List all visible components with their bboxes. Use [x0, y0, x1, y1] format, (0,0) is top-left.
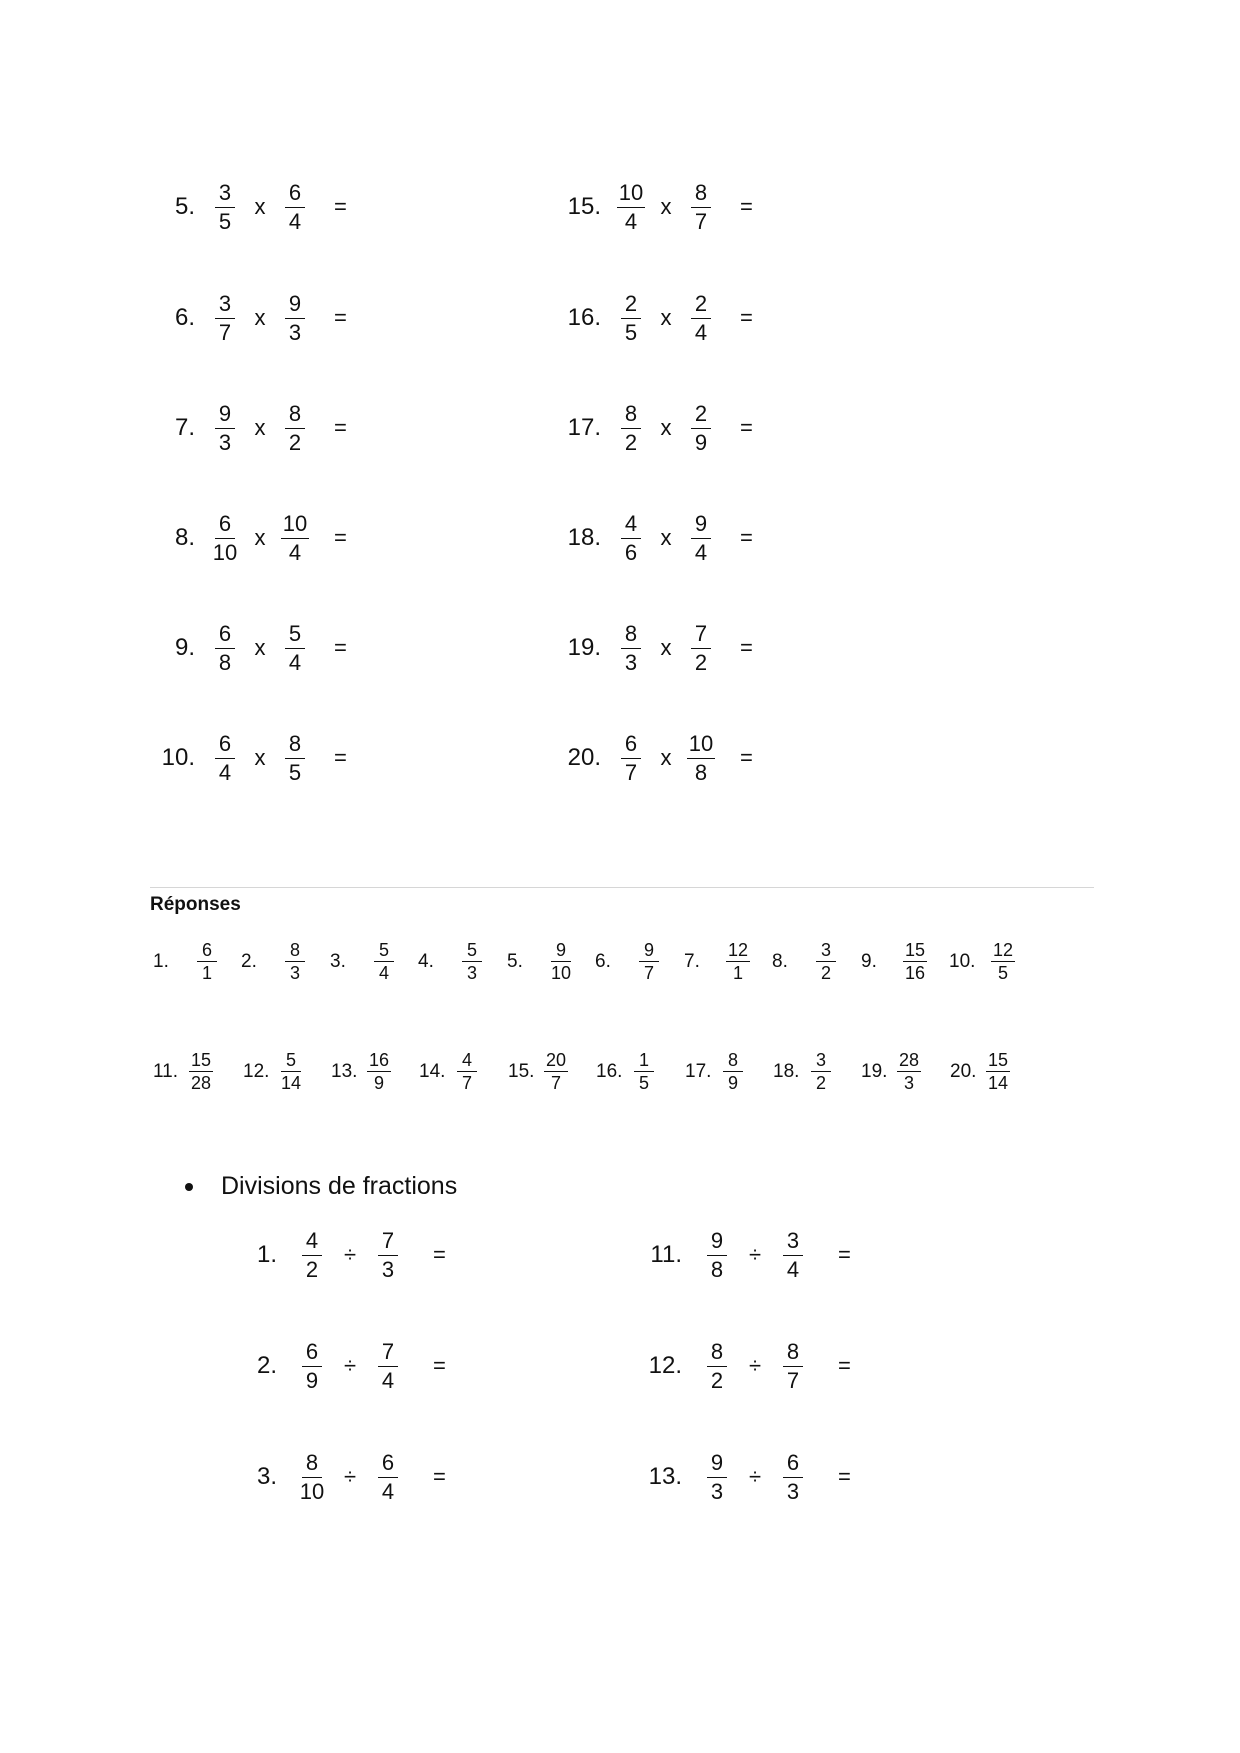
operator: x	[660, 305, 672, 330]
denominator: 10	[550, 963, 572, 983]
problem	[222, 1336, 446, 1396]
denominator: 8	[218, 649, 232, 675]
numerator: 8	[723, 1051, 743, 1072]
fraction	[210, 290, 240, 345]
divider	[150, 887, 1094, 888]
denominator: 5	[624, 319, 638, 345]
numerator: 6	[621, 733, 641, 759]
numerator: 9	[551, 941, 571, 962]
problem-number: 2.	[256, 1352, 277, 1379]
numerator: 10	[281, 513, 309, 539]
answer-item	[243, 1051, 303, 1092]
equals-sign: =	[740, 415, 753, 440]
denominator: 4	[694, 539, 708, 565]
numerator: 3	[816, 941, 836, 962]
fraction	[280, 510, 310, 565]
numerator: 5	[462, 941, 482, 962]
problem-number: 6.	[174, 304, 195, 331]
numerator: 16	[369, 1050, 390, 1070]
numerator: 6	[378, 1452, 398, 1478]
problem	[150, 618, 347, 678]
fraction	[616, 730, 646, 785]
operator: x	[254, 305, 266, 330]
equals-sign: =	[334, 305, 347, 330]
answers-heading: Réponses	[150, 894, 241, 915]
denominator: 2	[820, 963, 831, 983]
answer-number: 15.	[508, 1060, 535, 1082]
operator: ÷	[343, 1464, 357, 1489]
fraction	[210, 179, 240, 234]
answer-number: 11.	[153, 1060, 179, 1082]
numerator: 6	[215, 623, 235, 649]
denominator: 7	[461, 1073, 472, 1093]
numerator: 5	[281, 1051, 301, 1072]
equals-sign: =	[334, 194, 347, 219]
fraction	[297, 1449, 327, 1504]
answer-item	[861, 941, 927, 982]
answer-fraction	[283, 941, 307, 982]
problem-number: 5.	[174, 193, 195, 220]
denominator: 1	[733, 963, 744, 983]
problem-number: 8.	[174, 524, 195, 551]
fraction	[280, 730, 310, 785]
fraction	[702, 1449, 732, 1504]
fraction	[686, 290, 716, 345]
fraction	[616, 400, 646, 455]
numerator: 2	[621, 293, 641, 319]
fraction	[616, 620, 646, 675]
fraction	[373, 1338, 403, 1393]
problem-number: 20.	[567, 744, 601, 771]
numerator: 5	[374, 941, 394, 962]
denominator: 3	[466, 963, 477, 983]
denominator: 4	[624, 208, 638, 234]
denominator: 4	[288, 649, 302, 675]
answer-item	[153, 941, 219, 982]
numerator: 9	[691, 513, 711, 539]
numerator: 4	[621, 513, 641, 539]
fraction	[616, 510, 646, 565]
fraction	[280, 179, 310, 234]
denominator: 2	[815, 1073, 826, 1093]
denominator: 5	[218, 208, 232, 234]
numerator: 8	[285, 733, 305, 759]
numerator: 20	[546, 1050, 567, 1070]
equals-sign: =	[740, 194, 753, 219]
fraction	[280, 400, 310, 455]
answer-fraction	[279, 1051, 303, 1092]
fraction	[373, 1449, 403, 1504]
fraction	[686, 400, 716, 455]
answer-number: 18.	[773, 1060, 800, 1082]
numerator: 7	[378, 1230, 398, 1256]
fraction	[778, 1449, 808, 1504]
numerator: 9	[285, 293, 305, 319]
fraction	[702, 1338, 732, 1393]
denominator: 3	[288, 319, 302, 345]
numerator: 9	[215, 403, 235, 429]
operator: x	[660, 745, 672, 770]
numerator: 9	[639, 941, 659, 962]
numerator: 8	[621, 403, 641, 429]
denominator: 3	[786, 1478, 800, 1504]
fraction	[297, 1227, 327, 1282]
denominator: 4	[694, 319, 708, 345]
numerator: 3	[215, 293, 235, 319]
operator: x	[660, 525, 672, 550]
section-title	[185, 1172, 457, 1201]
numerator: 6	[197, 941, 217, 962]
answer-item	[684, 941, 750, 982]
equals-sign: =	[740, 525, 753, 550]
operator: x	[254, 635, 266, 660]
numerator: 6	[215, 513, 235, 539]
denominator: 14	[988, 1073, 1009, 1093]
numerator: 15	[988, 1050, 1009, 1070]
denominator: 4	[288, 539, 302, 565]
numerator: 8	[285, 403, 305, 429]
answer-item	[949, 941, 1015, 982]
denominator: 4	[786, 1256, 800, 1282]
denominator: 7	[551, 1073, 562, 1093]
numerator: 28	[899, 1050, 920, 1070]
problem-number: 11.	[650, 1241, 682, 1268]
numerator: 5	[285, 623, 305, 649]
numerator: 7	[691, 623, 711, 649]
equals-sign: =	[838, 1464, 851, 1489]
numerator: 8	[707, 1341, 727, 1367]
denominator: 10	[212, 539, 238, 565]
answer-fraction	[189, 1051, 213, 1092]
numerator: 10	[687, 733, 715, 759]
problem	[556, 728, 753, 788]
denominator: 5	[288, 759, 302, 785]
numerator: 7	[378, 1341, 398, 1367]
answer-item	[950, 1051, 1010, 1092]
numerator: 10	[617, 182, 645, 208]
answer-item	[596, 1051, 656, 1092]
numerator: 8	[783, 1341, 803, 1367]
numerator: 6	[285, 182, 305, 208]
numerator: 3	[783, 1230, 803, 1256]
equals-sign: =	[838, 1242, 851, 1267]
answer-number: 8.	[772, 950, 788, 972]
answer-item	[595, 941, 661, 982]
answer-number: 14.	[419, 1060, 446, 1082]
problem	[222, 1447, 446, 1507]
answer-number: 10.	[949, 950, 976, 972]
operator: x	[660, 635, 672, 660]
fraction	[686, 179, 716, 234]
answer-fraction	[726, 941, 750, 982]
denominator: 4	[381, 1478, 395, 1504]
equals-sign: =	[838, 1353, 851, 1378]
denominator: 1	[201, 963, 212, 983]
answer-item	[508, 1051, 568, 1092]
denominator: 10	[299, 1478, 325, 1504]
problem	[150, 177, 347, 237]
answer-item	[419, 1051, 479, 1092]
operator: x	[254, 415, 266, 440]
answer-number: 4.	[418, 950, 434, 972]
problem-number: 15.	[567, 193, 601, 220]
answer-number: 3.	[330, 950, 346, 972]
answer-item	[241, 941, 307, 982]
numerator: 4	[302, 1230, 322, 1256]
equals-sign: =	[334, 525, 347, 550]
denominator: 4	[218, 759, 232, 785]
answer-number: 19.	[861, 1060, 888, 1082]
answer-fraction	[903, 941, 927, 982]
answer-fraction	[991, 941, 1015, 982]
fraction	[297, 1338, 327, 1393]
denominator: 7	[786, 1367, 800, 1393]
denominator: 7	[643, 963, 654, 983]
equals-sign: =	[334, 635, 347, 660]
problem-number: 12.	[648, 1352, 682, 1379]
answer-fraction	[632, 1051, 656, 1092]
problem	[556, 398, 753, 458]
denominator: 28	[191, 1073, 212, 1093]
answer-number: 12.	[243, 1060, 270, 1082]
answer-item	[153, 1051, 213, 1092]
equals-sign: =	[740, 305, 753, 330]
problem	[556, 288, 753, 348]
problem	[150, 508, 347, 568]
numerator: 12	[728, 940, 749, 960]
fraction	[210, 620, 240, 675]
denominator: 7	[624, 759, 638, 785]
answer-fraction	[814, 941, 838, 982]
denominator: 8	[694, 759, 708, 785]
equals-sign: =	[740, 635, 753, 660]
denominator: 9	[694, 429, 708, 455]
problem-number: 17.	[567, 414, 601, 441]
fraction	[686, 730, 716, 785]
answer-item	[773, 1051, 833, 1092]
answer-fraction	[986, 1051, 1010, 1092]
answer-fraction	[195, 941, 219, 982]
numerator: 15	[905, 940, 926, 960]
problem-number: 7.	[174, 414, 195, 441]
operator: x	[660, 415, 672, 440]
answer-number: 1.	[153, 950, 169, 972]
answer-item	[418, 941, 484, 982]
equals-sign: =	[334, 415, 347, 440]
problem	[556, 177, 753, 237]
answer-fraction	[897, 1051, 921, 1092]
denominator: 7	[218, 319, 232, 345]
fraction	[616, 179, 646, 234]
answer-number: 20.	[950, 1060, 977, 1082]
answer-number: 2.	[241, 950, 257, 972]
denominator: 8	[710, 1256, 724, 1282]
fraction	[778, 1338, 808, 1393]
fraction	[280, 290, 310, 345]
answer-item	[507, 941, 573, 982]
fraction	[616, 290, 646, 345]
answer-number: 13.	[331, 1060, 358, 1082]
operator: ÷	[343, 1353, 357, 1378]
fraction	[210, 730, 240, 785]
numerator: 8	[621, 623, 641, 649]
problem-number: 3.	[256, 1463, 277, 1490]
denominator: 2	[288, 429, 302, 455]
answer-item	[772, 941, 838, 982]
fraction	[210, 400, 240, 455]
answer-fraction	[455, 1051, 479, 1092]
fraction	[686, 510, 716, 565]
problem	[627, 1447, 851, 1507]
problem-number: 19.	[567, 634, 601, 661]
problem	[627, 1336, 851, 1396]
fraction	[280, 620, 310, 675]
numerator: 6	[215, 733, 235, 759]
numerator: 8	[691, 182, 711, 208]
answer-number: 16.	[596, 1060, 623, 1082]
numerator: 6	[783, 1452, 803, 1478]
denominator: 3	[218, 429, 232, 455]
numerator: 1	[634, 1051, 654, 1072]
numerator: 6	[302, 1341, 322, 1367]
answer-fraction	[460, 941, 484, 982]
fraction	[210, 510, 240, 565]
operator: x	[254, 745, 266, 770]
problem-number: 13.	[648, 1463, 682, 1490]
answer-item	[331, 1051, 391, 1092]
problem	[627, 1225, 851, 1285]
numerator: 2	[691, 293, 711, 319]
problem	[222, 1225, 446, 1285]
denominator: 16	[905, 963, 926, 983]
equals-sign: =	[433, 1242, 446, 1267]
answer-fraction	[721, 1051, 745, 1092]
denominator: 4	[378, 963, 389, 983]
denominator: 9	[305, 1367, 319, 1393]
answer-number: 6.	[595, 950, 611, 972]
numerator: 4	[457, 1051, 477, 1072]
answer-item	[685, 1051, 745, 1092]
numerator: 8	[285, 941, 305, 962]
denominator: 6	[624, 539, 638, 565]
equals-sign: =	[334, 745, 347, 770]
operator: x	[660, 194, 672, 219]
answer-fraction	[637, 941, 661, 982]
answer-fraction	[809, 1051, 833, 1092]
equals-sign: =	[433, 1353, 446, 1378]
problem-number: 18.	[567, 524, 601, 551]
answer-fraction	[367, 1051, 391, 1092]
denominator: 2	[305, 1256, 319, 1282]
operator: ÷	[748, 1464, 762, 1489]
answer-number: 5.	[507, 950, 523, 972]
denominator: 2	[710, 1367, 724, 1393]
problem	[150, 728, 347, 788]
denominator: 3	[904, 1073, 915, 1093]
fraction	[686, 620, 716, 675]
equals-sign: =	[740, 745, 753, 770]
denominator: 3	[381, 1256, 395, 1282]
answer-item	[330, 941, 396, 982]
answer-fraction	[544, 1051, 568, 1092]
answer-number: 7.	[684, 950, 700, 972]
operator: x	[254, 525, 266, 550]
problem-number: 9.	[174, 634, 195, 661]
answer-number: 17.	[685, 1060, 712, 1082]
denominator: 5	[998, 963, 1009, 983]
problem	[150, 288, 347, 348]
section-title-text: Divisions de fractions	[221, 1172, 458, 1200]
denominator: 3	[710, 1478, 724, 1504]
answer-number: 9.	[861, 950, 877, 972]
problem-number: 1.	[256, 1241, 277, 1268]
numerator: 9	[707, 1230, 727, 1256]
denominator: 3	[624, 649, 638, 675]
denominator: 7	[694, 208, 708, 234]
denominator: 9	[374, 1073, 385, 1093]
numerator: 9	[707, 1452, 727, 1478]
denominator: 4	[381, 1367, 395, 1393]
fraction	[778, 1227, 808, 1282]
numerator: 3	[215, 182, 235, 208]
denominator: 9	[727, 1073, 738, 1093]
denominator: 5	[638, 1073, 649, 1093]
denominator: 14	[280, 1073, 302, 1093]
denominator: 4	[288, 208, 302, 234]
fraction	[702, 1227, 732, 1282]
denominator: 2	[624, 429, 638, 455]
problem	[556, 508, 753, 568]
answer-fraction	[372, 941, 396, 982]
denominator: 2	[694, 649, 708, 675]
answer-fraction	[549, 941, 573, 982]
numerator: 15	[191, 1050, 212, 1070]
bullet-icon	[185, 1183, 193, 1191]
problem-number: 10.	[161, 744, 195, 771]
operator: x	[254, 194, 266, 219]
operator: ÷	[343, 1242, 357, 1267]
operator: ÷	[748, 1353, 762, 1378]
numerator: 8	[302, 1452, 322, 1478]
problem-number: 16.	[567, 304, 601, 331]
numerator: 12	[993, 940, 1014, 960]
equals-sign: =	[433, 1464, 446, 1489]
operator: ÷	[748, 1242, 762, 1267]
fraction	[373, 1227, 403, 1282]
numerator: 2	[691, 403, 711, 429]
problem	[150, 398, 347, 458]
denominator: 3	[289, 963, 300, 983]
numerator: 3	[811, 1051, 831, 1072]
answer-item	[861, 1051, 921, 1092]
problem	[556, 618, 753, 678]
